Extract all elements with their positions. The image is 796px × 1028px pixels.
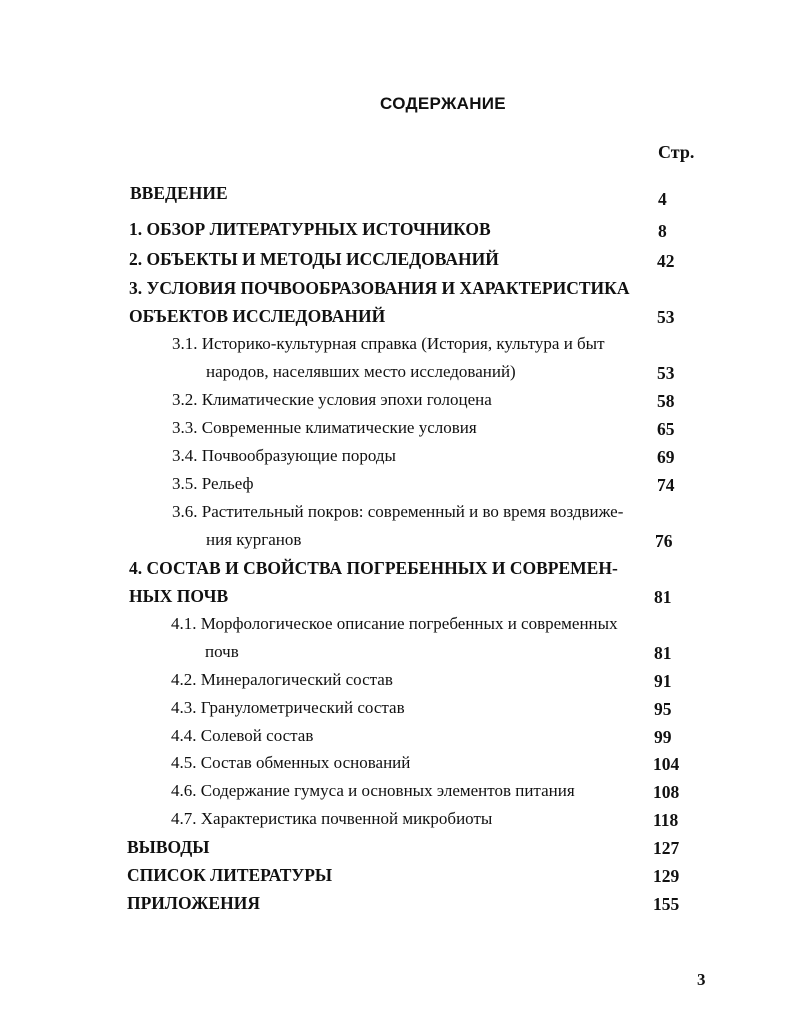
toc-page-section-3-6: 76 [655,531,673,551]
toc-entry-appendices: ПРИЛОЖЕНИЯ [127,893,260,913]
toc-entry-section-3-4: 3.4. Почвообразующие породы [172,446,396,465]
toc-entry-chapter-4-line1: 4. СОСТАВ И СВОЙСТВА ПОГРЕБЕННЫХ И СОВРЕМЕН- [129,558,618,578]
toc-page-introduction: 4 [658,189,667,209]
toc-entry-section-4-7: 4.7. Характеристика почвенной микробиоты [171,809,493,828]
toc-page-chapter-3: 53 [657,307,675,327]
toc-page-conclusions: 127 [653,838,680,858]
toc-entry-section-3-5: 3.5. Рельеф [172,474,254,493]
toc-page-section-3-4: 69 [657,447,675,467]
page-column-header: Стр. [658,142,695,162]
toc-title: СОДЕРЖАНИЕ [380,94,506,113]
toc-page-section-4-7: 118 [653,810,679,830]
toc-page-section-4-4: 99 [654,727,672,747]
toc-entry-chapter-3-line2: ОБЪЕКТОВ ИССЛЕДОВАНИЙ [129,306,386,326]
toc-page-references: 129 [653,866,680,886]
toc-entry-references: СПИСОК ЛИТЕРАТУРЫ [127,865,333,885]
toc-entry-section-4-1-line2: почв [205,642,239,661]
toc-entry-section-3-1-line2: народов, населявших место исследований) [206,362,516,381]
toc-page-chapter-1: 8 [658,221,667,241]
toc-page-section-4-1: 81 [654,643,672,663]
toc-entry-section-4-6: 4.6. Содержание гумуса и основных элементов питания [171,781,575,800]
toc-entry-section-3-3: 3.3. Современные климатические условия [172,418,477,437]
toc-page-section-3-2: 58 [657,391,675,411]
toc-entry-chapter-2: 2. ОБЪЕКТЫ И МЕТОДЫ ИССЛЕДОВАНИЙ [129,249,499,269]
toc-entry-chapter-1: 1. ОБЗОР ЛИТЕРАТУРНЫХ ИСТОЧНИКОВ [129,219,491,239]
toc-entry-conclusions: ВЫВОДЫ [127,837,210,857]
toc-entry-section-4-5: 4.5. Состав обменных оснований [171,753,411,772]
toc-entry-section-3-2: 3.2. Климатические условия эпохи голоцена [172,390,492,409]
toc-page-section-4-2: 91 [654,671,672,691]
toc-page-chapter-4: 81 [654,587,672,607]
toc-entry-section-4-2: 4.2. Минералогический состав [171,670,393,689]
toc-page-section-3-3: 65 [657,419,675,439]
toc-entry-section-4-1-line1: 4.1. Морфологическое описание погребенных и современных [171,614,618,633]
toc-page-section-4-5: 104 [653,754,680,774]
toc-entry-section-3-1-line1: 3.1. Историко-культурная справка (История, культура и быт [172,334,605,353]
toc-entry-chapter-3-line1: 3. УСЛОВИЯ ПОЧВООБРАЗОВАНИЯ И ХАРАКТЕРИСТИКА [129,278,630,298]
toc-entry-chapter-4-line2: НЫХ ПОЧВ [129,586,229,606]
toc-page-section-3-5: 74 [657,475,675,495]
toc-page-chapter-2: 42 [657,251,675,271]
toc-page-section-3-1: 53 [657,363,675,383]
toc-page-section-4-3: 95 [654,699,672,719]
toc-entry-section-4-4: 4.4. Солевой состав [171,726,314,745]
toc-entry-section-3-6-line2: ния курганов [206,530,302,549]
toc-entry-introduction: ВВЕДЕНИЕ [130,183,228,203]
toc-entry-section-4-3: 4.3. Гранулометрический состав [171,698,405,717]
toc-page-appendices: 155 [653,894,680,914]
toc-page-section-4-6: 108 [653,782,680,802]
toc-entry-section-3-6-line1: 3.6. Растительный покров: современный и во время воздвиже- [172,502,624,521]
page-number: 3 [697,970,706,989]
